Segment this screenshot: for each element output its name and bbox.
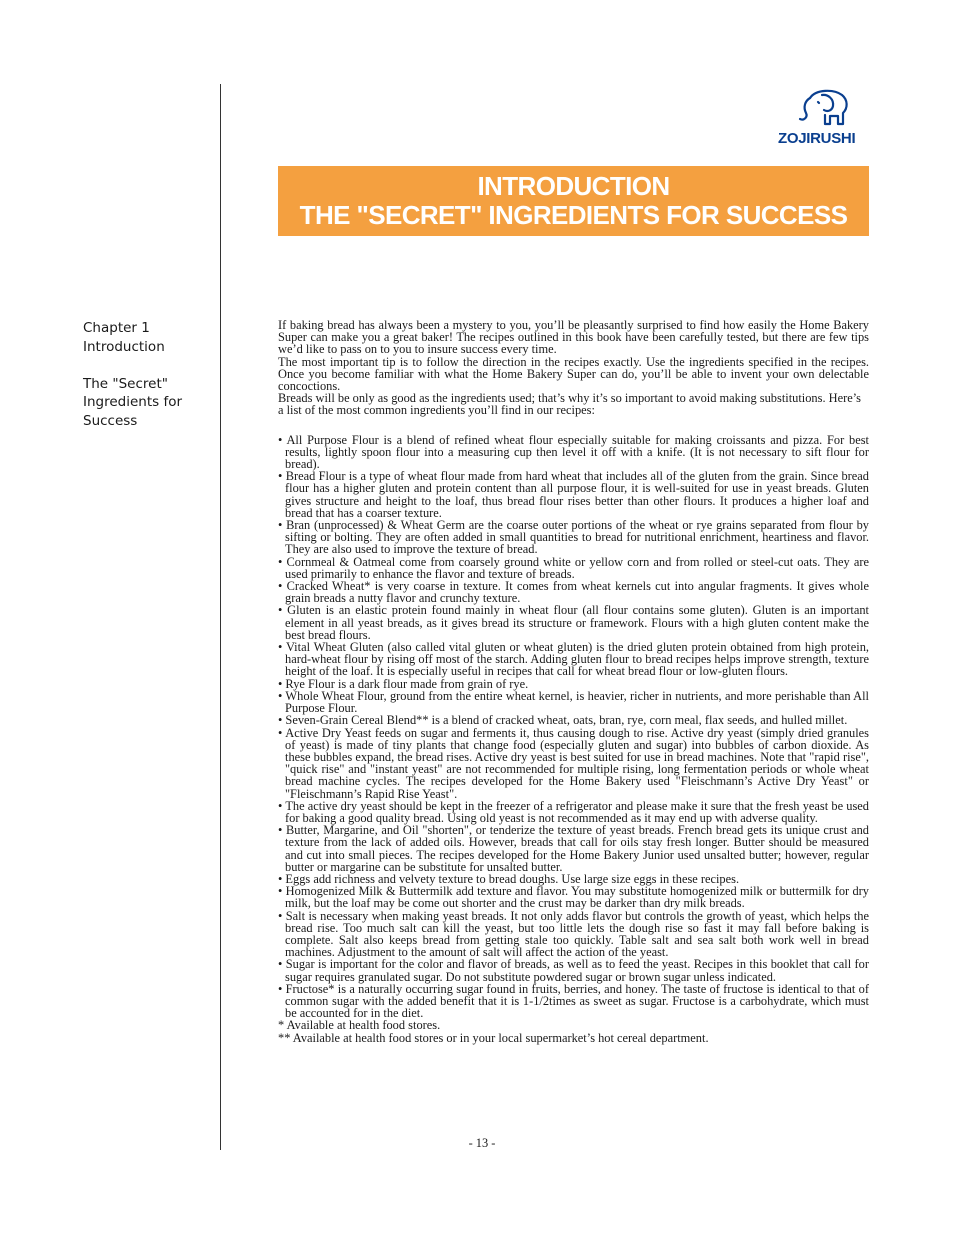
intro-paragraph: The most important tip is to follow the direction in the recipes exactly. Use the ingredients specified in the recipes. Once you become familiar with what the Home Bakery Super can do, you’ll be able to invent your own delectable concoctions. (278, 354, 869, 394)
ingredient-item: • Vital Wheat Gluten (also called vital gluten or wheat gluten) is the dried gluten protein obtained from high protein, hard-wheat flour by rising off most of the starch. Adding gluten flour to bread recipes helps improve strength, texture height of the loaf. It is especially useful in recipes that call for wheat bread flour or low-gluten flours. (278, 640, 869, 679)
intro-paragraph: If baking bread has always been a mystery to you, you’ll be pleasantly surprised to find how easily the Home Bakery Super can make you a great baker! The recipes outlined in this book have been carefully tested, but there are few tips we’d like to pass on to you to insure success every time. (278, 318, 869, 357)
ingredient-item: • Cornmeal & Oatmeal come from coarsely ground white or yellow corn and from rolled or steel-cut oats. They are used primarily to enhance the flavor and texture of breads. (278, 554, 869, 581)
footnote: ** Available at health food stores or in your local supermarket’s hot cereal department. (278, 1030, 709, 1045)
sidebar-section-line: Success (83, 412, 138, 429)
ingredient-item: • The active dry yeast should be kept in the freezer of a refrigerator and please make it sure that the fresh yeast be used for baking a good quality bread. Using old yeast is not recommended as it may end up with adverse quality. (278, 798, 869, 825)
elephant-icon (790, 86, 860, 130)
ingredient-item: • Sugar is important for the color and flavor of breads, as well as to feed the yeast. Recipes in this booklet that call for sugar requires granulated sugar. Do not substitute powdered sugar or brown sugar unless indicated. (278, 957, 869, 984)
ingredient-item: • Bread Flour is a type of wheat flour made from hard wheat that includes all of the gluten from the grain. Since bread flour has a higher gluten and protein content than all purpose flour, it is well-suited for use in yeast breads. Gluten gives structure and height to the loaf, thus bread flour rises better than other flours. It produces a higher loaf and bread that has a coarser texture. (278, 469, 869, 520)
brand-name: ZOJIRUSHI (778, 130, 856, 147)
banner-title-line-2: THE "SECRET" INGREDIENTS FOR SUCCESS (299, 200, 848, 230)
chapter-banner (278, 166, 869, 236)
vertical-divider (220, 84, 221, 1150)
sidebar (83, 319, 213, 430)
sidebar-section-line: The "Secret" (83, 375, 168, 392)
sidebar-chapter-title: Introduction (83, 338, 165, 355)
ingredient-item: • Eggs add richness and velvety texture to bread doughs. Use large size eggs in these recipes. (278, 871, 740, 886)
footnote: * Available at health food stores. (278, 1018, 441, 1033)
ingredient-item: • Active Dry Yeast feeds on sugar and ferments it, thus causing dough to rise. Active dry yeast (simply dried granules of yeast) is made of tiny plants that change food (especially gluten and sugar) into bubbles of carbon dioxide. As these bubbles expand, the bread rises. Active dry yeast is best suited for use in bread machines. Note that "rapid rise", "quick rise" and "instant yeast" are not recommended for multiple rising, long fermentation periods or whole wheat bread machine cycles. The recipes developed for the Home Bakery used "Fleischmann’s Active Dry Yeast" or "Fleischmann’s Rapid Rise Yeast". (278, 725, 869, 801)
ingredient-item: • Bran (unprocessed) & Wheat Germ are the coarse outer portions of the wheat or rye grains separated from flour by sifting or bolting. They are often added in small quantities to bread for nutritional enrichment, heartiness and flavor. They are also used to improve the texture of bread. (278, 518, 869, 557)
intro-paragraph: Breads will be only as good as the ingredients used; that’s why it’s so important to avoid making substitutions. Here’s a list of the most common ingredients you’ll find in our recipes: (278, 391, 861, 418)
ingredient-item: • Seven-Grain Cereal Blend** is a blend of cracked wheat, oats, bran, rye, corn meal, flax seeds, and hulled millet. (278, 713, 848, 728)
brand-logo (776, 86, 870, 152)
sidebar-section-line: Ingredients for (83, 394, 183, 410)
ingredient-item: • Salt is necessary when making yeast breads. It not only adds flavor but controls the growth of yeast, which helps the bread rise. Too much salt can kill the yeast, but too little lets the dough rise so fast it may fall before baking is complete. Salt also keeps bread from getting stale too quickly. Table salt and sea salt both work well in bread machines. Adjustment to the amount of salt will affect the action of the yeast. (278, 908, 869, 960)
sidebar-chapter: Chapter 1 (83, 320, 150, 336)
page-number: - 13 - (468, 1136, 496, 1150)
ingredient-item: • Rye Flour is a dark flour made from grain of rye. (278, 676, 529, 691)
ingredient-item: • Butter, Margarine, and Oil "shorten", or tenderize the texture of yeast breads. French bread gets its unique crust and texture from the lack of added oils. However, breads that call for oils stay fresh longer. Butter should be measured and cut into small pieces. The recipes developed for the Home Bakery Junior used unsalted butter; however, regular butter or margarine can be substitute for unsalted butter. (278, 823, 869, 874)
ingredient-item: • Fructose* is a naturally occurring sugar found in fruits, berries, and honey. The taste of fructose is identical to that of common sugar with the added benefit that it is 1-1/2times as sweet as sugar. Fructose is a carbohydrate, which must be accounted for in the diet. (278, 981, 869, 1021)
main-content (278, 319, 869, 1044)
banner-title-line-1: INTRODUCTION (477, 171, 670, 201)
ingredient-item: • All Purpose Flour is a blend of refined wheat flour especially suitable for making croissants and pizza. For best results, lightly spoon flour into a measuring cup then level it off with a knife. (It is not necessary to sift flour for bread). (278, 432, 869, 472)
ingredient-item: • Homogenized Milk & Buttermilk add texture and flavor. You may substitute homogenized milk or buttermilk for dry milk, but the loaf may be come out shorter and the crust may be darker than dry milk breads. (278, 884, 869, 911)
ingredient-item: • Whole Wheat Flour, ground from the entire wheat kernel, is heavier, richer in nutrients, and more perishable than All Purpose Flour. (278, 688, 869, 716)
ingredient-item: • Cracked Wheat* is very coarse in texture. It comes from wheat kernels cut into angular fragments. It gives whole grain breads a nutty flavor and crunchy texture. (278, 579, 869, 606)
ingredient-item: • Gluten is an elastic protein found mainly in wheat flour (all flour contains some gluten). Gluten is an important element in all yeast breads, as it gives bread its structure or framework. Flours with a high gluten content make the best bread flours. (278, 603, 869, 642)
